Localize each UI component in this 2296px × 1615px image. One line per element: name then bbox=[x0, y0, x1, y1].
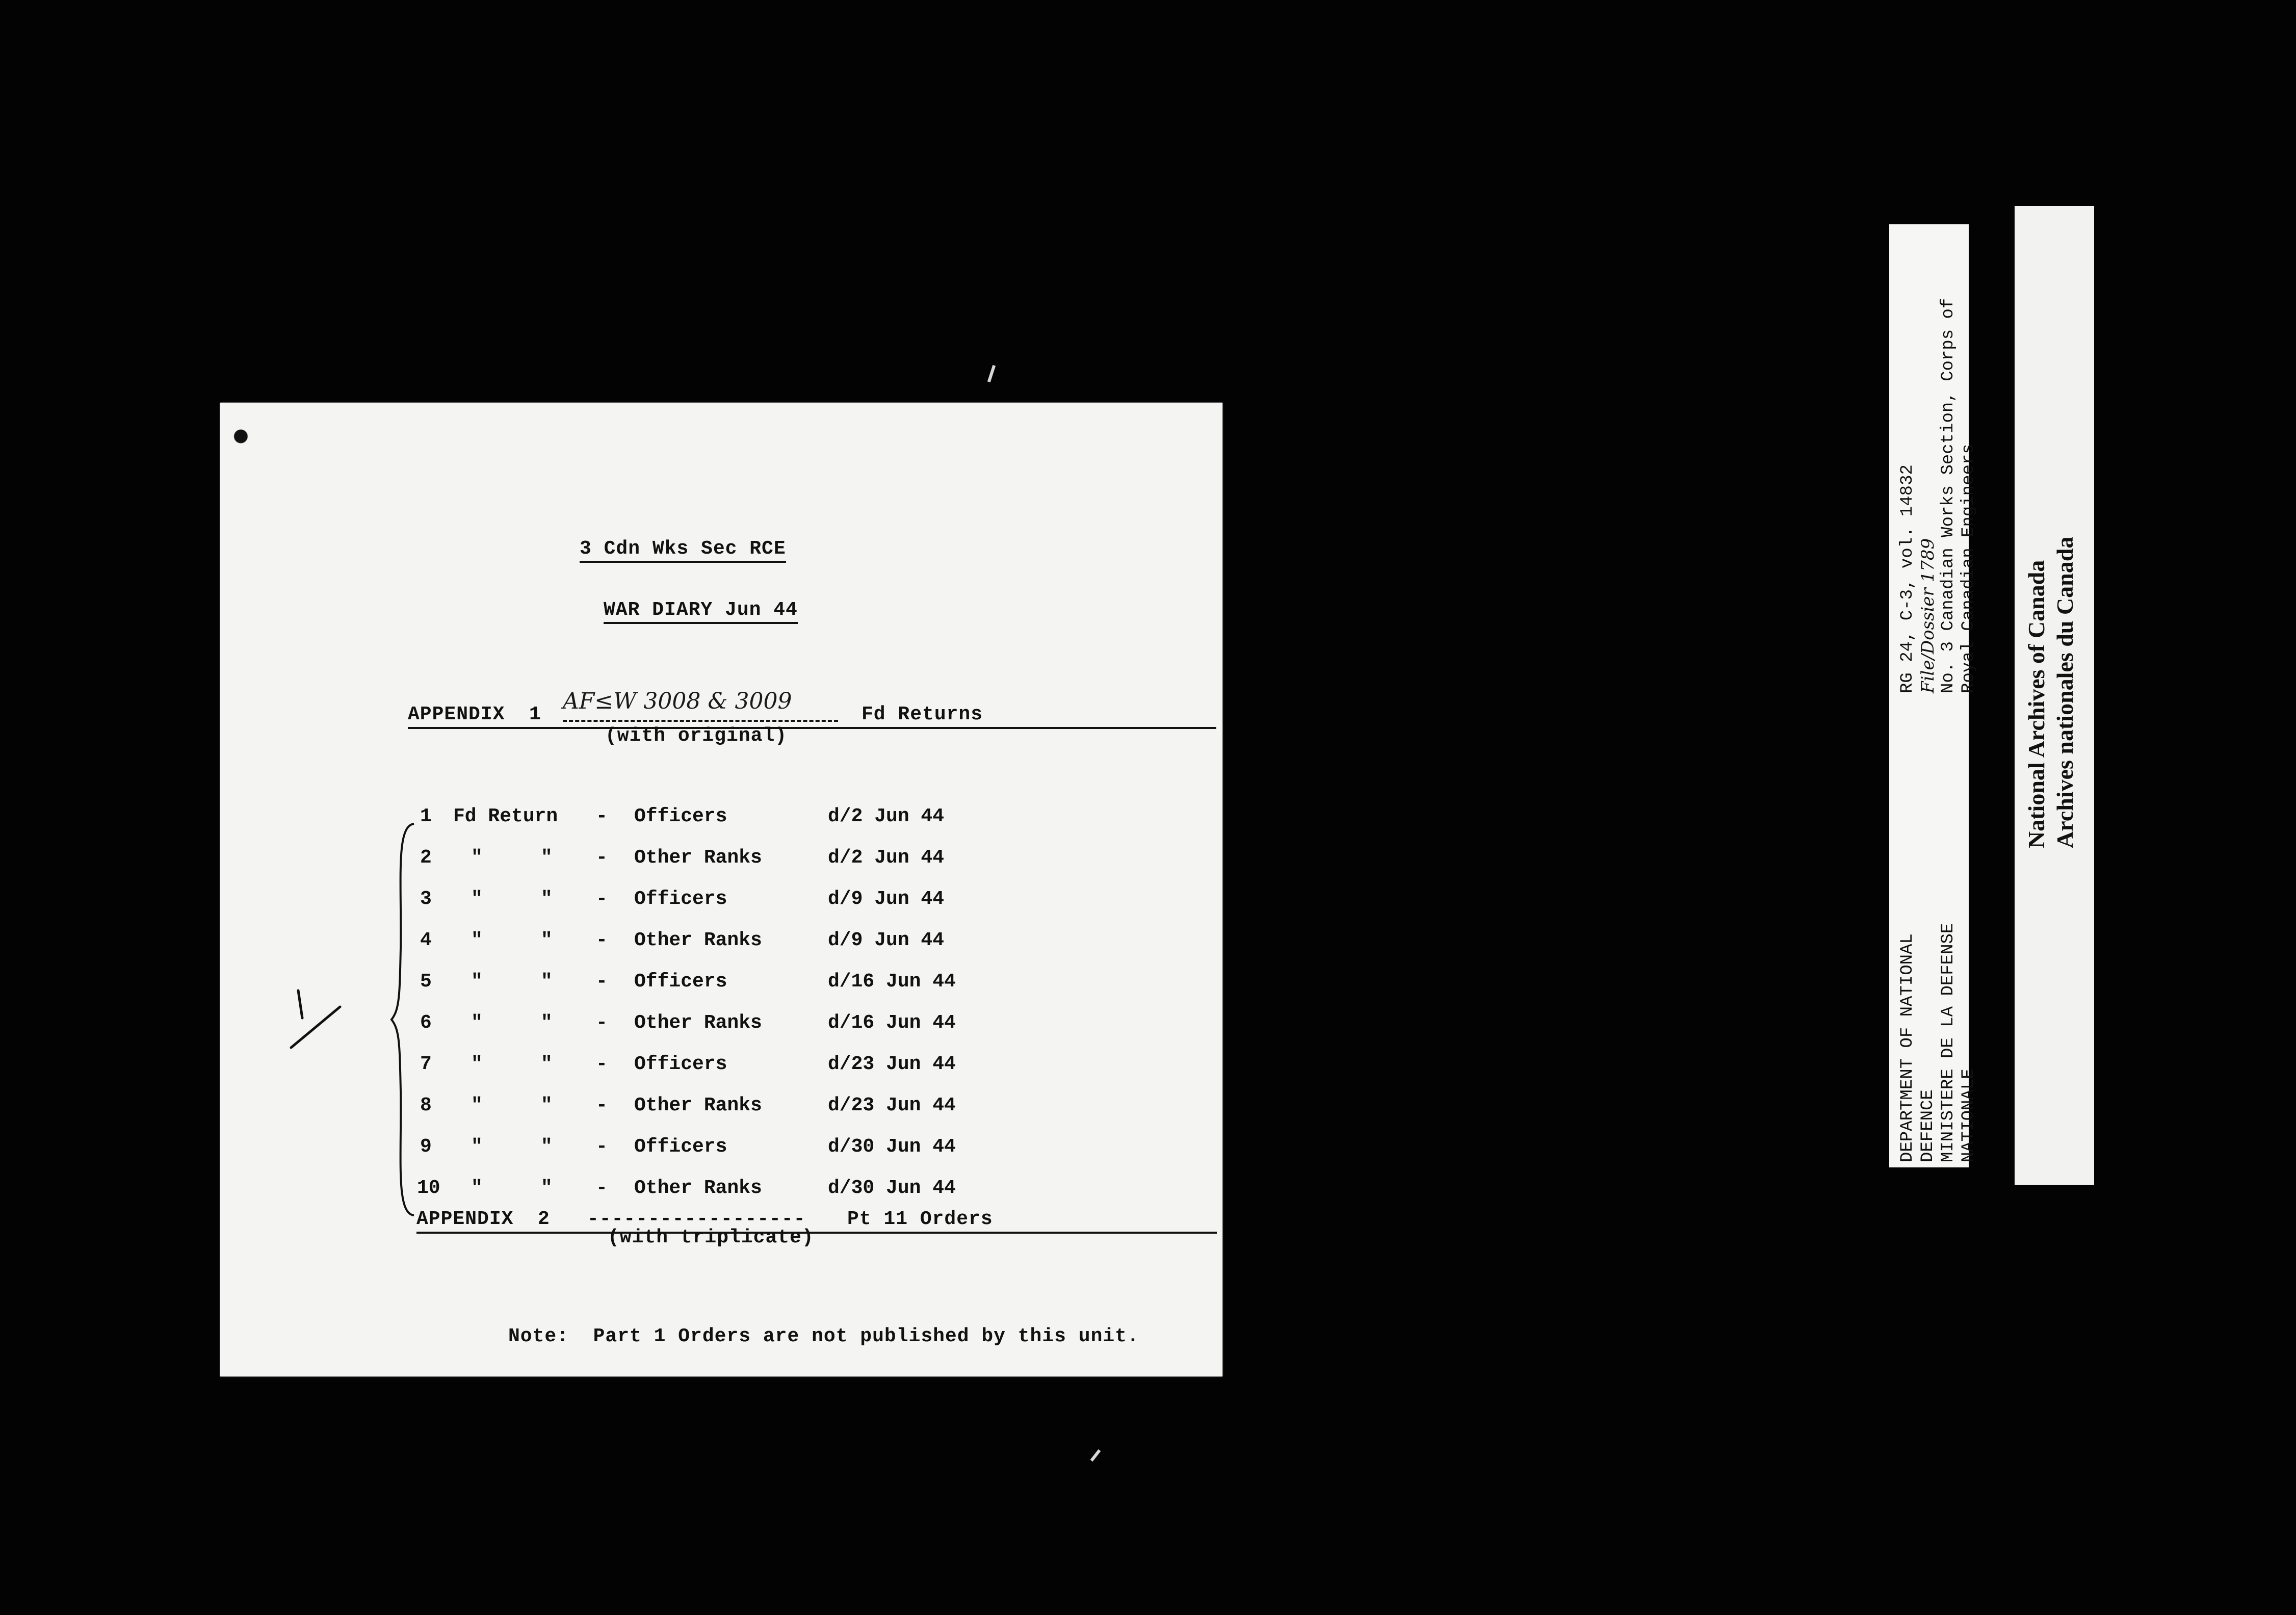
sheet-tear-mark bbox=[230, 428, 248, 449]
stamp-french: Archives nationales du Canada bbox=[2052, 536, 2078, 848]
row-number: 6 bbox=[420, 1012, 432, 1034]
row-rank: Officers bbox=[634, 888, 727, 910]
margin-tick-mark bbox=[284, 986, 345, 1053]
footer-note: Note: Part 1 Orders are not published by this unit. bbox=[508, 1325, 1139, 1347]
appendix1-fd-returns: Fd Returns bbox=[862, 704, 983, 725]
label-dept-line1: DEPARTMENT OF NATIONAL bbox=[1898, 933, 1917, 1162]
list-item bbox=[420, 929, 945, 960]
diary-title: WAR DIARY Jun 44 bbox=[604, 599, 798, 624]
label-dept-line2: DEFENCE bbox=[1918, 1089, 1938, 1162]
row-dash: - bbox=[596, 929, 608, 951]
label-file-line: File/Dossier 1789 bbox=[1918, 538, 1938, 693]
row-number: 3 bbox=[420, 888, 432, 910]
appendix2-orders: Pt 11 Orders bbox=[847, 1208, 993, 1230]
label-corps-line: Royal Canadian Engineers bbox=[1959, 444, 1978, 693]
list-item bbox=[420, 1012, 956, 1043]
row-number: 8 bbox=[420, 1095, 432, 1116]
unit-title: 3 Cdn Wks Sec RCE bbox=[580, 538, 786, 563]
label-dept-line4: NATIONALE bbox=[1959, 1069, 1978, 1162]
appendix2-note: (with triplicate) bbox=[608, 1227, 814, 1248]
row-rank: Other Ranks bbox=[634, 1012, 762, 1034]
appendix1-label: APPENDIX 1 bbox=[408, 704, 541, 725]
row-number: 9 bbox=[420, 1136, 432, 1158]
row-dash: - bbox=[596, 888, 608, 910]
row-number: 10 bbox=[417, 1177, 440, 1199]
appendix1-underline bbox=[408, 727, 1216, 729]
row-date: d/2 Jun 44 bbox=[828, 805, 945, 827]
row-date: d/16 Jun 44 bbox=[828, 1012, 956, 1034]
row-type: " " bbox=[471, 971, 553, 993]
list-item bbox=[420, 1053, 956, 1084]
list-item bbox=[420, 847, 945, 877]
row-dash: - bbox=[596, 1177, 608, 1199]
grouping-brace bbox=[388, 821, 419, 1218]
list-item bbox=[420, 805, 945, 836]
row-rank: Other Ranks bbox=[634, 1177, 762, 1199]
label-ref-line: RG 24, C-3, vol. 14832 bbox=[1898, 464, 1917, 693]
list-item bbox=[420, 1136, 956, 1166]
row-type: " " bbox=[471, 1136, 553, 1158]
row-dash: - bbox=[596, 1136, 608, 1158]
row-dash: - bbox=[596, 1012, 608, 1034]
row-dash: - bbox=[596, 971, 608, 993]
row-type: " " bbox=[471, 888, 553, 910]
row-date: d/16 Jun 44 bbox=[828, 971, 956, 993]
row-number: 7 bbox=[420, 1053, 432, 1075]
stamp-english: National Archives of Canada bbox=[2023, 560, 2049, 848]
row-type: Fd Return bbox=[453, 805, 558, 827]
row-rank: Other Ranks bbox=[634, 929, 762, 951]
row-number: 1 bbox=[420, 805, 432, 827]
row-date: d/9 Jun 44 bbox=[828, 888, 945, 910]
row-type: " " bbox=[471, 929, 553, 951]
appendix1-note: (with original) bbox=[605, 725, 788, 747]
label-unit-line: No. 3 Canadian Works Section, Corps of bbox=[1939, 298, 1958, 693]
label-dept-line3: MINISTERE DE LA DEFENSE bbox=[1939, 923, 1958, 1162]
row-dash: - bbox=[596, 1053, 608, 1075]
archive-stamp bbox=[2015, 206, 2094, 1185]
archive-label bbox=[1889, 224, 1978, 1167]
row-dash: - bbox=[596, 1095, 608, 1116]
row-number: 5 bbox=[420, 971, 432, 993]
row-type: " " bbox=[471, 1177, 553, 1199]
row-dash: - bbox=[596, 847, 608, 869]
appendix2-underline bbox=[416, 1232, 1217, 1234]
list-item bbox=[417, 1177, 956, 1208]
row-dash: - bbox=[596, 805, 608, 827]
row-rank: Officers bbox=[634, 805, 727, 827]
row-rank: Other Ranks bbox=[634, 847, 762, 869]
document-sheet bbox=[220, 403, 1222, 1376]
row-date: d/9 Jun 44 bbox=[828, 929, 945, 951]
row-date: d/23 Jun 44 bbox=[828, 1095, 956, 1116]
row-number: 4 bbox=[420, 929, 432, 951]
row-rank: Officers bbox=[634, 1136, 727, 1158]
row-type: " " bbox=[471, 1012, 553, 1034]
row-rank: Other Ranks bbox=[634, 1095, 762, 1116]
row-type: " " bbox=[471, 1095, 553, 1116]
list-item bbox=[420, 971, 956, 1001]
row-date: d/30 Jun 44 bbox=[828, 1136, 956, 1158]
row-date: d/23 Jun 44 bbox=[828, 1053, 956, 1075]
appendix2-label: APPENDIX 2 bbox=[416, 1208, 550, 1230]
row-rank: Officers bbox=[634, 1053, 727, 1075]
appendix1-handwritten-ref: AF≤W 3008 & 3009 bbox=[563, 688, 792, 714]
row-rank: Officers bbox=[634, 971, 727, 993]
row-type: " " bbox=[471, 1053, 553, 1075]
row-number: 2 bbox=[420, 847, 432, 869]
list-item bbox=[420, 1095, 956, 1125]
row-date: d/30 Jun 44 bbox=[828, 1177, 956, 1199]
row-type: " " bbox=[471, 847, 553, 869]
appendix1-dash-line bbox=[563, 720, 838, 722]
list-item bbox=[420, 888, 945, 919]
row-date: d/2 Jun 44 bbox=[828, 847, 945, 869]
appendix2-dashes: ------------------ bbox=[587, 1208, 806, 1230]
